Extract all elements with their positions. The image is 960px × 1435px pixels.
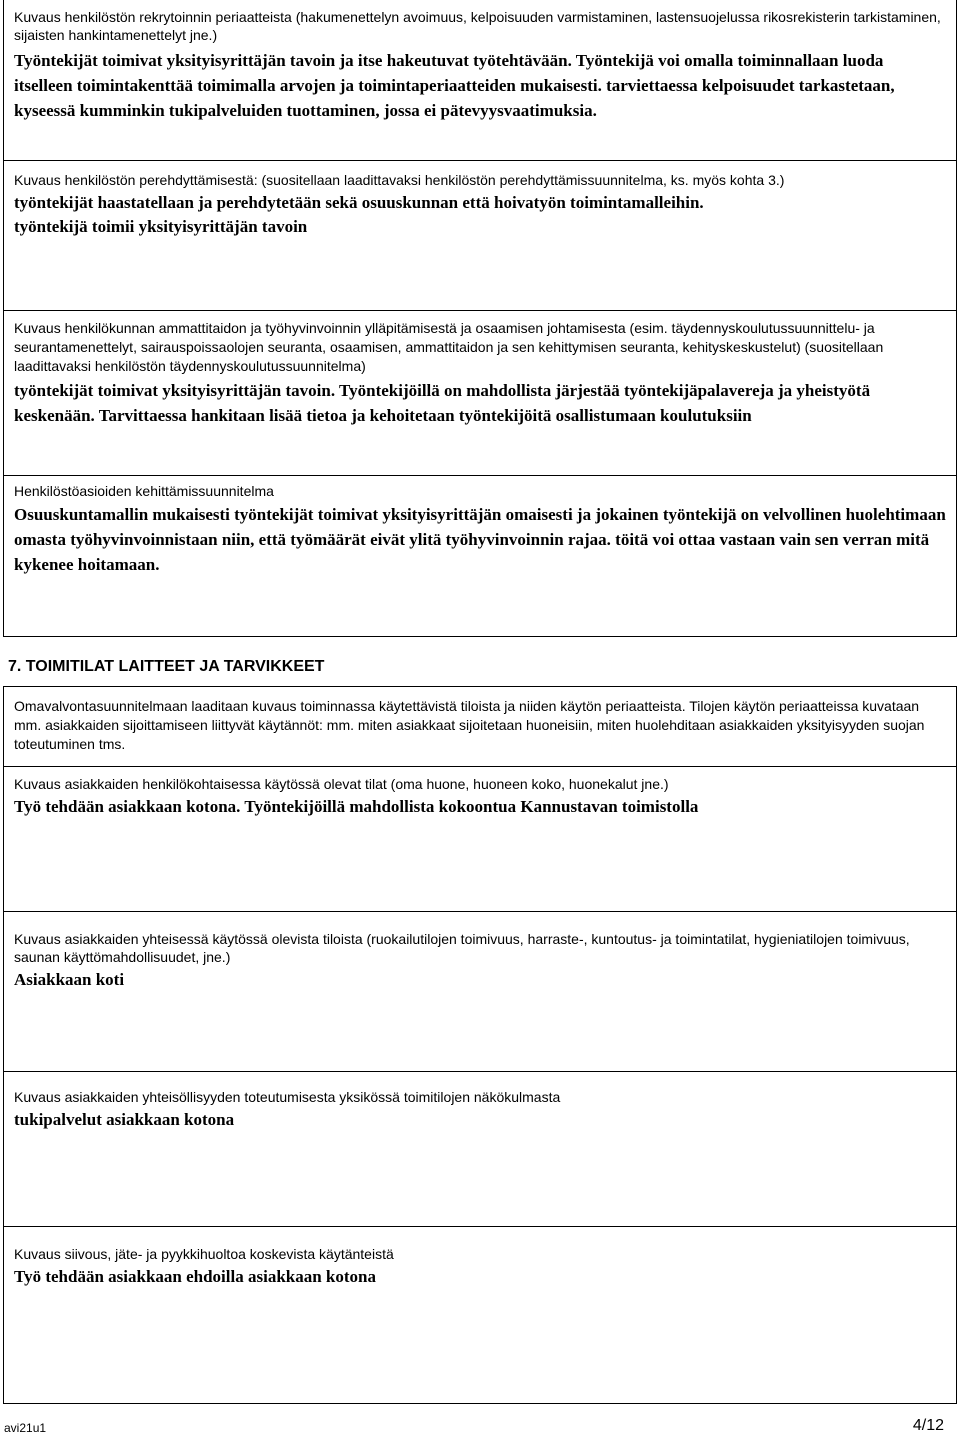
competence-label: Kuvaus henkilökunnan ammattitaidon ja työhyvinvoinnin ylläpitämisestä ja osaamisen johtamisesta (esim. täydennyskoulutussuunnittelu- ja seurantamenettelyt, sairauspoissaolojen seuranta, osaamisen, ammattitaidon ja sen kehittymisen seuranta, kehityskeskustelut) (suositellaan laadittavaksi henkilöstön täydennyskoulutussuunnitelma) <box>14 320 884 374</box>
community-section <box>4 1072 956 1227</box>
personal-space-label: Kuvaus asiakkaiden henkilökohtaisessa käytössä olevat tilat (oma huone, huoneen koko, huonekalut jne.) <box>14 776 669 792</box>
cleaning-section <box>4 1227 956 1403</box>
recruitment-section <box>4 0 956 161</box>
personal-space-answer: Työ tehdään asiakkaan kotona. Työntekijöillä mahdollista kokoontua Kannustavan toimistolla <box>14 797 699 816</box>
competence-section <box>4 311 956 476</box>
shared-space-answer: Asiakkaan koti <box>14 970 125 989</box>
development-plan-section <box>4 476 956 636</box>
orientation-answer-line1: työntekijät haastatellaan ja perehdytetään sekä osuuskunnan että hoivatyön toimintamalleihin. <box>14 193 704 212</box>
staff-form-box <box>3 0 957 637</box>
orientation-label: Kuvaus henkilöstön perehdyttämisestä: (suositellaan laadittavaksi henkilöstön perehdyttämissuunnitelma, ks. myös kohta 3.) <box>14 172 785 188</box>
development-plan-label: Henkilöstöasioiden kehittämissuunnitelma <box>14 483 274 499</box>
intro-section <box>4 687 956 767</box>
recruitment-label: Kuvaus henkilöstön rekrytoinnin periaatteista (hakumenettelyn avoimuus, kelpoisuuden varmistaminen, lastensuojelussa rikosrekisterin tarkistaminen, sijaisten hankintamenettelyt jne.) <box>14 9 941 43</box>
page-number: 4/12 <box>912 1417 944 1434</box>
competence-answer: työntekijät toimivat yksityisyrittäjän tavoin. Työntekijöillä on mahdollista järjestää työntekijäpalavereja ja yheistyötä keskenään. Tarvittaessa hankitaan lisää tietoa ja kehoitetaan työntekijöitä osallistumaan koulutuksiin <box>14 381 871 425</box>
community-answer: tukipalvelut asiakkaan kotona <box>14 1110 235 1129</box>
shared-space-label: Kuvaus asiakkaiden yhteisessä käytössä olevista tiloista (ruokailutilojen toimivuus, harraste-, kuntoutus- ja toimintatilat, hygieniatilojen toimivuus, saunan käyttömahdollisuudet, jne.) <box>14 931 910 965</box>
orientation-answer-line2: työntekijä toimii yksityisyrittäjän tavoin <box>14 217 308 236</box>
orientation-section <box>4 161 956 311</box>
community-label: Kuvaus asiakkaiden yhteisöllisyyden toteutumisesta yksikössä toimitilojen näkökulmasta <box>14 1089 561 1105</box>
section-heading: 7. TOIMITILAT LAITTEET JA TARVIKKEET <box>8 658 325 675</box>
cleaning-answer: Työ tehdään asiakkaan ehdoilla asiakkaan kotona <box>14 1267 376 1286</box>
development-plan-answer: Osuuskuntamallin mukaisesti työntekijät toimivat yksityisyrittäjän omaisesti ja jokainen työntekijä on velvollinen huolehtimaan omasta työhyvinvoinnistaan niin, että työmäärät eivät ylitä työhyvinvoinnin rajaa. töitä voi ottaa vastaan vain sen verran mitä kykenee hoitamaan. <box>14 505 946 574</box>
recruitment-answer: Työntekijät toimivat yksityisyrittäjän tavoin ja itse hakeutuvat työtehtävään. Työntekijä voi omalla toiminnallaan luoda itselleen toimintakenttää toimimalla arvojen ja toimintaperiaatteiden mukaisesti. tarviettaessa kelpoisuudet tarkastetaan, kyseessä kumminkin tukipalveluiden tuottaminen, jossa ei pätevyysvaatimuksia. <box>14 51 895 120</box>
cleaning-label: Kuvaus siivous, jäte- ja pyykkihuoltoa koskevista käytänteistä <box>14 1246 394 1262</box>
document-code: avi21u1 <box>4 1421 47 1435</box>
personal-space-section <box>4 767 956 912</box>
intro-text: Omavalvontasuunnitelmaan laaditaan kuvaus toiminnassa käytettävistä tiloista ja niiden käytön periaatteista. Tilojen käytön periaatteissa kuvataan mm. asiakkaiden sijoittamiseen liittyvät käytännöt: mm. miten asiakkaat sijoitetaan huoneisiin, miten huolehditaan asiakkaiden yksityisyyden suojan toteutuminen tms. <box>14 698 925 752</box>
shared-space-section <box>4 912 956 1072</box>
premises-form-box <box>3 686 957 1404</box>
